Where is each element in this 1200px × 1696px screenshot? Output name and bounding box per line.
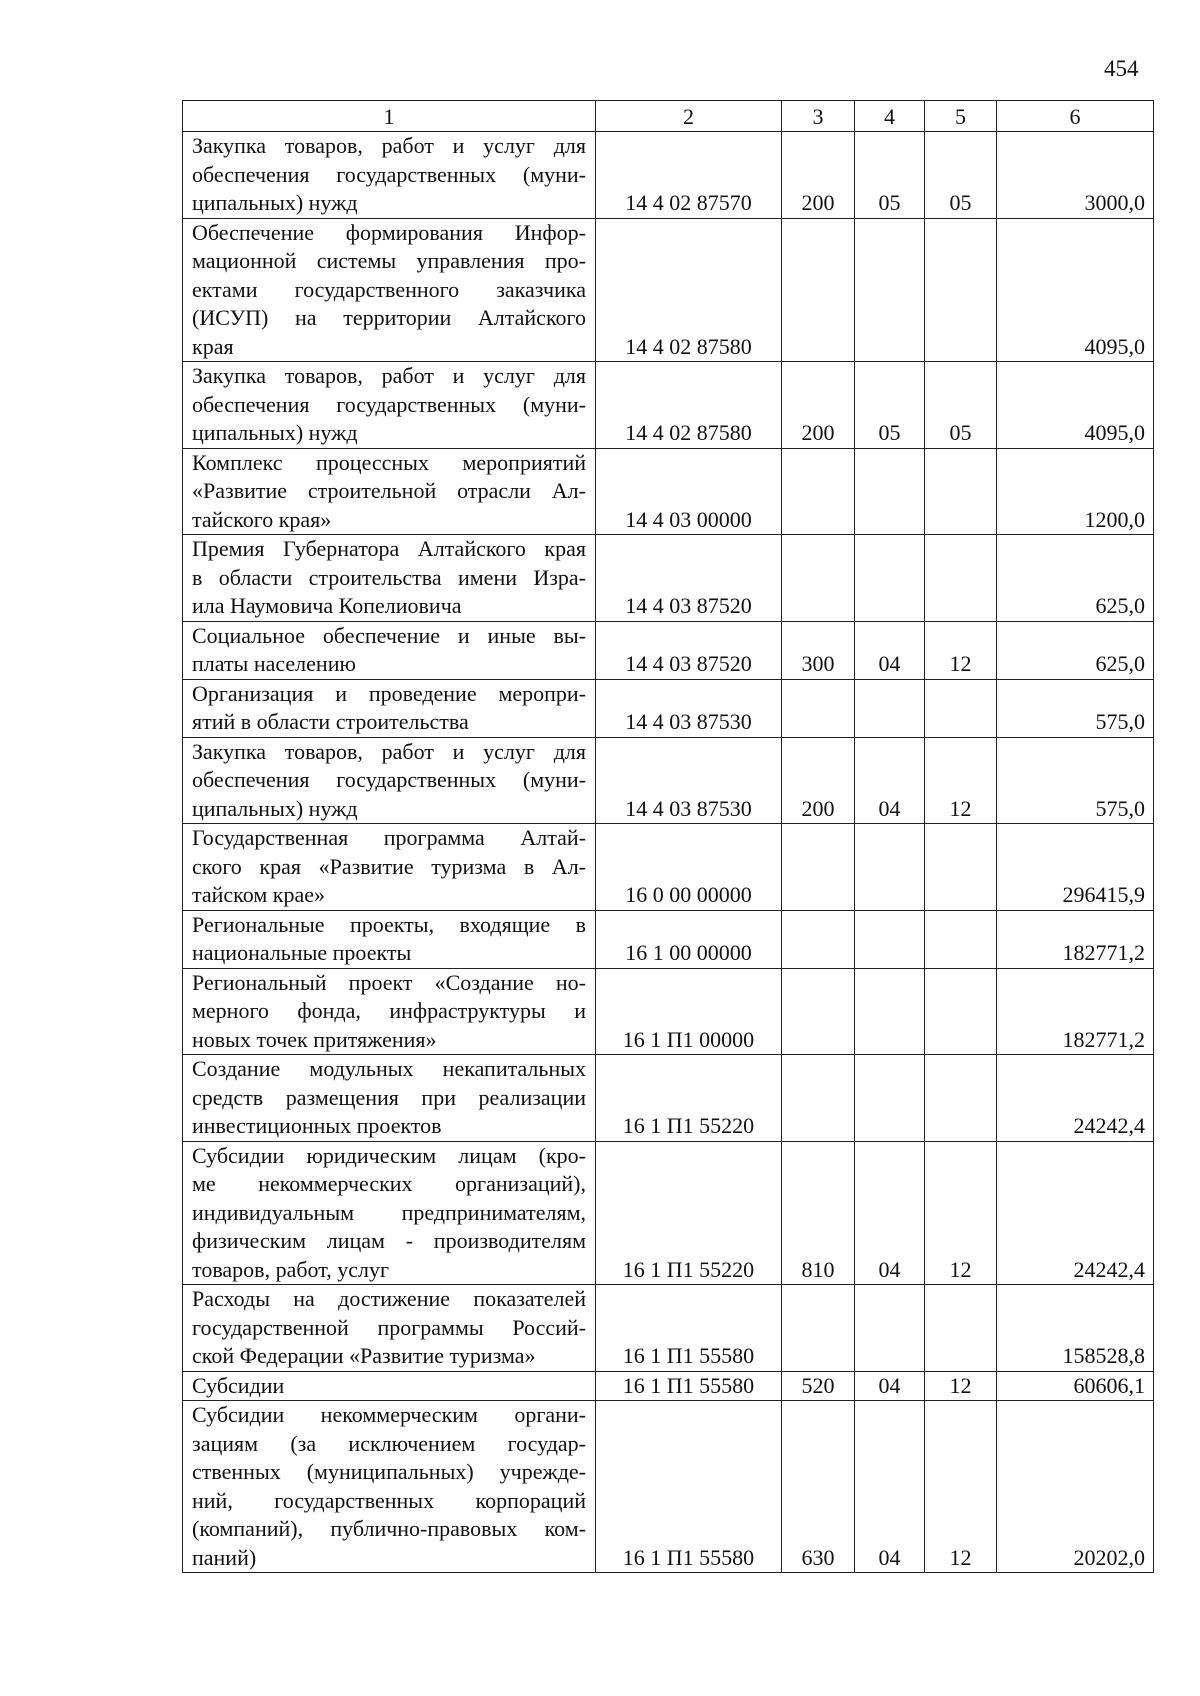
section-code: 04 [855,737,925,824]
amount-value: 4095,0 [997,362,1154,449]
header-row [183,101,1154,132]
section-code: 04 [855,1371,925,1401]
target-article-code: 16 1 П1 55580 [596,1401,782,1573]
subsection-code [925,968,997,1055]
target-article-code: 14 4 03 87520 [596,621,782,679]
table-row [183,910,1154,968]
amount-value: 182771,2 [997,910,1154,968]
amount-value: 60606,1 [997,1371,1154,1401]
column-header: 1 [183,101,596,132]
expense-name [183,910,596,968]
expense-type-code: 200 [782,737,855,824]
table-row [183,679,1154,737]
subsection-code [925,1055,997,1142]
subsection-code [925,679,997,737]
table-row [183,1401,1154,1573]
target-article-code: 14 4 02 87570 [596,132,782,219]
expense-name-line: ний, государственных корпораций [192,1487,586,1513]
subsection-code: 12 [925,1371,997,1401]
expense-name-line: мерного фонда, инфраструктуры и [192,998,586,1023]
expense-name-line: ятий в области строительства [192,709,469,734]
expense-type-code: 200 [782,362,855,449]
target-article-code: 14 4 02 87580 [596,362,782,449]
table-row [183,968,1154,1055]
expense-name-line: зациям (за исключением государ- [192,1430,586,1456]
amount-value: 575,0 [997,737,1154,824]
section-code [855,1285,925,1372]
target-article-code: 14 4 03 87530 [596,679,782,737]
table-row [183,1285,1154,1372]
amount-value: 24242,4 [997,1055,1154,1142]
section-code: 04 [855,1141,925,1285]
section-code [855,679,925,737]
amount-value: 4095,0 [997,218,1154,362]
table-row [183,1371,1154,1401]
section-code: 05 [855,132,925,219]
amount-value: 158528,8 [997,1285,1154,1372]
expense-name-line: Создание модульных некапитальных [192,1056,586,1081]
table-row [183,132,1154,219]
expense-name-line: государственной программы Россий- [192,1314,586,1340]
expense-name-line: в области строительства имени Изра- [192,564,586,590]
expense-name-line: новых точек притяжения» [192,1026,437,1052]
expense-name [183,362,596,449]
table-row [183,824,1154,911]
budget-table [182,100,1154,1573]
subsection-code [925,218,997,362]
expense-name [183,448,596,535]
target-article-code: 16 1 П1 55580 [596,1285,782,1372]
subsection-code: 12 [925,737,997,824]
expense-name-line: тайского края» [192,506,332,532]
expense-name-line: Закупка товаров, работ и услуг для [192,363,586,388]
section-code [855,1055,925,1142]
subsection-code [925,824,997,911]
target-article-code: 14 4 03 00000 [596,448,782,535]
expense-name [183,1371,596,1401]
amount-value: 575,0 [997,679,1154,737]
expense-name-line: ме некоммерческих организаций), [192,1171,586,1196]
expense-name-line: Региональный проект «Создание но- [192,969,586,995]
expense-type-code [782,679,855,737]
section-code [855,824,925,911]
expense-name-line: платы населению [192,651,356,676]
expense-name-line: Региональные проекты, входящие в [192,911,586,937]
table-row [183,218,1154,362]
budget-table-body [183,101,1154,1573]
amount-value: 625,0 [997,535,1154,622]
expense-name-line: Организация и проведение меропри- [192,680,586,706]
expense-name-line: «Развитие строительной отрасли Ал- [192,478,586,503]
amount-value: 625,0 [997,621,1154,679]
expense-name-line: (ИСУП) на территории Алтайского [192,305,586,330]
expense-type-code: 300 [782,621,855,679]
expense-name-line: паний) [192,1544,257,1570]
table-row [183,1055,1154,1142]
section-code: 04 [855,1401,925,1573]
target-article-code: 16 1 00 00000 [596,910,782,968]
expense-type-code [782,1055,855,1142]
expense-name-line: Обеспечение формирования Инфор- [192,219,586,245]
target-article-code: 16 1 П1 00000 [596,968,782,1055]
expense-name [183,679,596,737]
subsection-code: 12 [925,1401,997,1573]
expense-name-line: Закупка товаров, работ и услуг для [192,133,586,158]
subsection-code [925,910,997,968]
expense-name-line: (компаний), публично-правовых ком- [192,1516,586,1541]
section-code [855,968,925,1055]
expense-type-code [782,824,855,911]
expense-name-line: тайском крае» [192,882,325,907]
amount-value: 24242,4 [997,1141,1154,1285]
expense-name [183,1401,596,1573]
target-article-code: 16 1 П1 55220 [596,1141,782,1285]
expense-name-line: национальные проекты [192,940,412,965]
expense-name-line: Государственная программа Алтай- [192,825,586,850]
table-row [183,448,1154,535]
table-row [183,362,1154,449]
subsection-code [925,1285,997,1372]
amount-value: 3000,0 [997,132,1154,219]
amount-value: 182771,2 [997,968,1154,1055]
target-article-code: 14 4 02 87580 [596,218,782,362]
expense-name-line: Закупка товаров, работ и услуг для [192,738,586,764]
expense-name [183,218,596,362]
target-article-code: 14 4 03 87530 [596,737,782,824]
expense-type-code: 810 [782,1141,855,1285]
expense-type-code [782,910,855,968]
expense-type-code [782,218,855,362]
column-header: 3 [782,101,855,132]
expense-name-line: ской Федерации «Развитие туризма» [192,1343,536,1368]
expense-name-line: ектами государственного заказчика [192,276,586,302]
expense-name-line: Социальное обеспечение и иные вы- [192,622,586,648]
column-header: 5 [925,101,997,132]
expense-name-line: ила Наумовича Копелиовича [192,593,462,618]
expense-name [183,132,596,219]
section-code [855,535,925,622]
expense-name-line: мационной системы управления про- [192,248,586,273]
amount-value: 1200,0 [997,448,1154,535]
expense-type-code [782,535,855,622]
expense-name-line: обеспечения государственных (муни- [192,391,586,417]
expense-name-line: физическим лицам - производителям [192,1228,586,1253]
expense-name [183,824,596,911]
target-article-code: 16 1 П1 55580 [596,1371,782,1401]
table-row [183,535,1154,622]
section-code [855,218,925,362]
section-code [855,910,925,968]
expense-type-code [782,448,855,535]
section-code [855,448,925,535]
expense-name-line: Субсидии [192,1372,285,1398]
section-code: 04 [855,621,925,679]
table-row [183,737,1154,824]
expense-type-code [782,968,855,1055]
expense-name [183,1141,596,1285]
expense-name-line: Расходы на достижение показателей [192,1286,586,1311]
amount-value: 296415,9 [997,824,1154,911]
expense-name-line: ского края «Развитие туризма в Ал- [192,853,586,879]
expense-name [183,968,596,1055]
expense-name-line: индивидуальным предпринимателям, [192,1199,586,1225]
expense-name-line: Субсидии юридическим лицам (кро- [192,1142,586,1168]
expense-name-line: ципальных) нужд [192,420,358,445]
subsection-code [925,535,997,622]
target-article-code: 16 0 00 00000 [596,824,782,911]
expense-type-code: 520 [782,1371,855,1401]
column-header: 6 [997,101,1154,132]
expense-type-code: 200 [782,132,855,219]
expense-type-code: 630 [782,1401,855,1573]
expense-name [183,737,596,824]
section-code: 05 [855,362,925,449]
expense-name-line: инвестиционных проектов [192,1113,442,1138]
expense-name-line: товаров, работ, услуг [192,1256,389,1282]
expense-name [183,1285,596,1372]
expense-name-line: края [192,333,234,359]
expense-name-line: ственных (муниципальных) учрежде- [192,1459,586,1484]
table-row [183,621,1154,679]
target-article-code: 16 1 П1 55220 [596,1055,782,1142]
table-row [183,1141,1154,1285]
expense-name-line: обеспечения государственных (муни- [192,767,586,792]
expense-name-line: ципальных) нужд [192,795,358,821]
subsection-code [925,448,997,535]
target-article-code: 14 4 03 87520 [596,535,782,622]
expense-name-line: обеспечения государственных (муни- [192,161,586,187]
amount-value: 20202,0 [997,1401,1154,1573]
subsection-code: 05 [925,132,997,219]
expense-name [183,621,596,679]
subsection-code: 05 [925,362,997,449]
expense-name [183,1055,596,1142]
column-header: 4 [855,101,925,132]
expense-name [183,535,596,622]
expense-name-line: Премия Губернатора Алтайского края [192,536,586,561]
expense-name-line: Комплекс процессных мероприятий [192,449,586,475]
expense-type-code [782,1285,855,1372]
column-header: 2 [596,101,782,132]
expense-name-line: средств размещения при реализации [192,1084,586,1110]
expense-name-line: ципальных) нужд [192,190,358,215]
page-number: 454 [1104,56,1139,81]
expense-name-line: Субсидии некоммерческим органи- [192,1402,586,1427]
subsection-code: 12 [925,1141,997,1285]
subsection-code: 12 [925,621,997,679]
